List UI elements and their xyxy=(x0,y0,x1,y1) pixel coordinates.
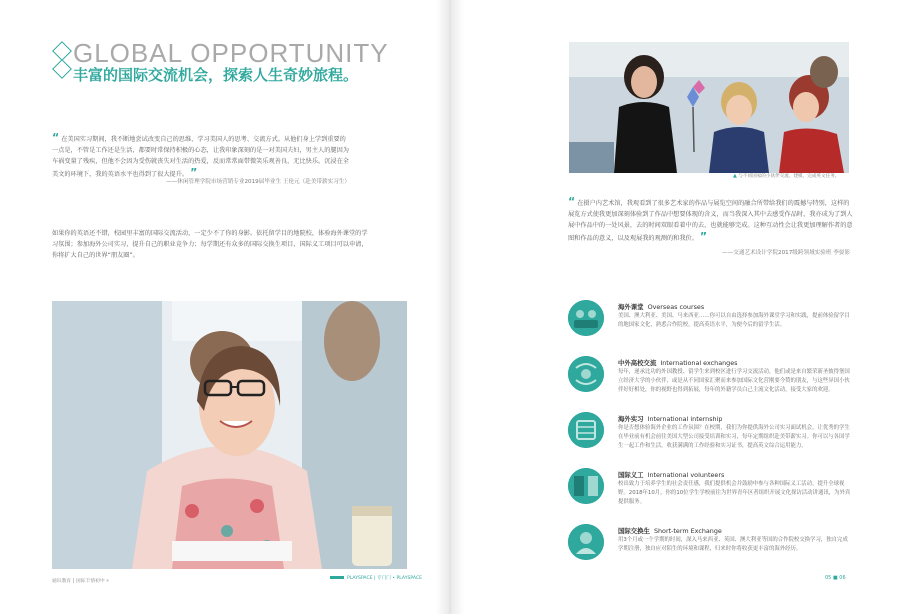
footer-mid-text: PLAYSPACE | 专门门 • PLAYSPACE xyxy=(347,576,423,581)
item-title xyxy=(618,526,722,535)
item-description: 你是否想体验海外企业的工作氛围？在校期，我们为你提供海外公司实习面试机会，让优秀的学生在毕业前有机会前往美国大型公司接受培训和实习，每年定期组织赴美带薪实习。你可以与各国学生一起工作和生活，收获满满的工作经验和实习证书，提高英文综合运用能力。 xyxy=(618,425,850,450)
close-quote-icon: ” xyxy=(699,230,708,243)
page-title-cn: 丰富的国际交流机会，探索人生奇妙旅程。 xyxy=(73,66,359,84)
item-title-en: Short-term Exchange xyxy=(653,527,722,535)
page-numbers: 05 ■ 06 xyxy=(825,575,846,581)
list-item-international-exchanges xyxy=(568,356,853,408)
close-quote-icon: ” xyxy=(190,166,198,179)
intro-paragraph: 如果你的英语还不错，校园里丰富的国际交流活动，一定少不了你的身影。依托留学目的地院校，体验海外课堂的学习氛围；参加海外公司实习，提升自己的职业竞争力；每学期还有众多的国际交换生项目、国际义工项目可以申请，你将扩大自己的世界“朋友圈”。 xyxy=(52,230,368,259)
item-title xyxy=(618,358,738,367)
caption-triangle-icon: ▲ xyxy=(733,173,737,179)
quote-text: 在美国实习期间，我不断地尝试改变自己的思维、学习美国人的思考、交流方式。从他们身上学到重要的一点是，不管是工作还是生活，都要时常保持积极的心态，让我印象深刻的是一对美国夫妇，男主人的腿因为车祸变量了残疾，但他不会因为受伤就丧失对生活的热爱，反而常常面带微笑乐观善良，无比快乐。沉浸在全美文的环境下，我的英语水平也得到了很大提升。 xyxy=(52,136,349,178)
internship-icon xyxy=(568,412,604,448)
exchange-icon xyxy=(568,356,604,392)
page-title-en: GLOBAL OPPORTUNITY xyxy=(73,38,389,68)
exchange-student-icon xyxy=(568,524,604,560)
open-quote-icon: “ xyxy=(568,195,576,208)
volunteer-icon xyxy=(568,468,604,504)
footer-mid xyxy=(330,575,422,581)
item-title-cn: 国际义工 xyxy=(618,471,644,479)
item-description: 用3个月或一个学期的时间，深入马来西亚、英国、澳大利亚等国的合作院校交换学习，独自完成学期注册，独自应对陌生的环境和课程，归来时你将收获更丰富的海外经历。 xyxy=(618,537,848,553)
photo-illustration xyxy=(569,42,849,173)
item-title-cn: 海外实习 xyxy=(618,415,644,423)
student-quote-1 xyxy=(52,132,350,180)
item-title xyxy=(618,470,724,479)
item-title-en: International volunteers xyxy=(647,471,725,479)
item-title xyxy=(618,302,704,311)
item-description: 每年，递承比功的外国教授、留学生来到校区进行学习交流活动，他们或是来自繁荣新圣彼得堡国立经济大学的小伙伴，或是从不同国家汇聚而来参加国际文化营刚要今赞的朋友，与这些异国小伙伴好好相处，你的视野也得到拓展，每年的外籍学员白己主流文化活动，接受大家的欢迎。 xyxy=(618,369,850,394)
item-title-en: Overseas courses xyxy=(647,303,705,311)
item-title xyxy=(618,414,722,423)
classroom-group-photo xyxy=(569,42,849,173)
page-gutter xyxy=(436,0,464,614)
quote-attribution: ——休闲管理学院市场营销专业2019届毕业生 王伦元（赴美带薪实习生） xyxy=(166,179,350,185)
photo-illustration xyxy=(52,301,407,569)
student-smiling-photo xyxy=(52,301,407,569)
item-title-en: International internship xyxy=(647,415,723,423)
item-title-cn: 海外课堂 xyxy=(618,303,644,311)
classroom-icon xyxy=(568,300,604,336)
footer-bar-icon xyxy=(330,576,344,579)
list-item-international-internship xyxy=(568,412,853,464)
open-quote-icon: “ xyxy=(52,131,60,144)
quote-attribution: ——交通艺术设计学院2017级跨领域实验班 李晏影 xyxy=(722,250,850,256)
list-item-overseas-courses xyxy=(568,300,853,352)
caption-text: 与不同国家的小伙伴交流、建模、完成英文任务。 xyxy=(738,174,840,179)
item-title-cn: 中外高校交流 xyxy=(618,359,657,367)
photo-caption xyxy=(733,173,853,179)
list-item-short-term-exchange xyxy=(568,524,853,576)
quote-text: 在摄户内艺术馆，我观看到了很多艺术家的作品与展览空间的融合所带给我们的震撼与特别，这样的展览方式使我更加深刻体验到了作品中想要体现的含义，而当我深入其中去感受作品时，我亦成为了到人展中作品中的一处风景，去的时间双眼看着中的去，也就能够完成。这种互动性会让我更加理解作者的意图和作品的意义，以及观展我的观测的和我价。 xyxy=(568,200,853,242)
item-title-cn: 国际交换生 xyxy=(618,527,650,535)
footer-left: 通识教育 | 国际丰情初中 » xyxy=(52,579,110,584)
student-quote-2 xyxy=(568,196,853,244)
item-title-en: International exchanges xyxy=(660,359,738,367)
list-item-international-volunteers xyxy=(568,468,853,520)
item-description: 校出致力于培养学生的社会责任感，我们提供机会并鼓励申参与各种国际义工活动，提升全球视野。2018年10月，你的10位学生学校前往为世界青年区者组织开展文化探访活动讲通讯，为外宾提供服务。 xyxy=(618,481,851,506)
item-description: 美国、澳大利亚、美国、马来西亚……你可以自由选择参加海外课堂学习和实践，提前体验留学目的地国家文化，熟悉合作院校，提高英语水平，为便今后的留学生活。 xyxy=(618,313,850,329)
